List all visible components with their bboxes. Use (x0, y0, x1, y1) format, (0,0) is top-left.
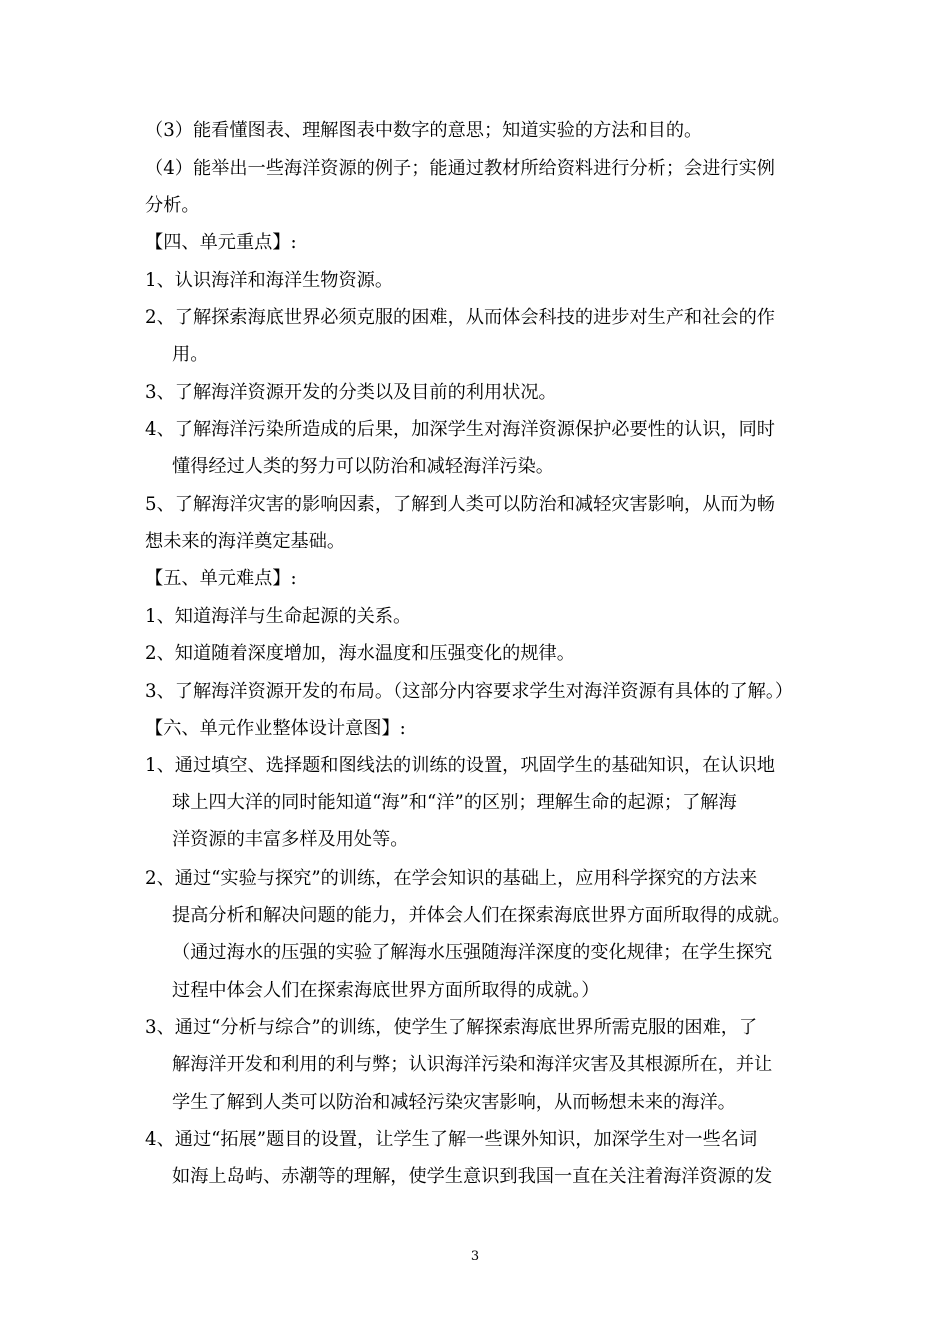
list-item: 3、通过“分析与综合”的训练，使学生了解探索海底世界所需克服的困难，了 (145, 1017, 758, 1038)
list-item: 4、了解海洋污染所造成的后果，加深学生对海洋资源保护必要性的认识，同时 (145, 419, 775, 440)
list-item: 1、认识海洋和海洋生物资源。 (145, 270, 394, 291)
text-line: 学生了解到人类可以防治和减轻污染灾害影响，从而畅想未来的海洋。 (172, 1092, 736, 1113)
text-line: 过程中体会人们在探索海底世界方面所取得的成就。） (172, 980, 600, 1001)
section-heading: 【六、单元作业整体设计意图】: (145, 718, 406, 739)
list-item: 2、通过“实验与探究”的训练，在学会知识的基础上，应用科学探究的方法来 (145, 868, 758, 889)
section-heading: 【四、单元重点】: (145, 232, 297, 253)
list-item: 2、了解探索海底世界必须克服的困难，从而体会科技的进步对生产和社会的作 (145, 307, 775, 328)
page-number: 3 (470, 1249, 480, 1264)
text-line: 球上四大洋的同时能知道“海”和“洋”的区别；理解生命的起源；了解海 (172, 792, 737, 813)
text-line: 解海洋开发和利用的利与弊；认识海洋污染和海洋灾害及其根源所在，并让 (172, 1054, 773, 1075)
list-item: 1、知道海洋与生命起源的关系。 (145, 606, 412, 627)
text-line: 用。 (172, 344, 209, 365)
text-line: 懂得经过人类的努力可以防治和减轻海洋污染。 (172, 456, 554, 477)
list-item: 3、了解海洋资源开发的布局。（这部分内容要求学生对海洋资源有具体的了解。） (145, 681, 794, 702)
text-line: 提高分析和解决问题的能力，并体会人们在探索海底世界方面所取得的成就。 (172, 905, 791, 926)
text-line: 如海上岛屿、赤潮等的理解，使学生意识到我国一直在关注着海洋资源的发 (172, 1166, 773, 1187)
list-item: 3、了解海洋资源开发的分类以及目前的利用状况。 (145, 382, 557, 403)
section-heading: 【五、单元难点】: (145, 568, 297, 589)
text-line: （通过海水的压强的实验了解海水压强随海洋深度的变化规律；在学生探究 (172, 942, 773, 963)
text-line: （3）能看懂图表、理解图表中数字的意思；知道实验的方法和目的。 (145, 120, 703, 141)
list-item: 2、知道随着深度增加，海水温度和压强变化的规律。 (145, 643, 575, 664)
list-item: 1、通过填空、选择题和图线法的训练的设置，巩固学生的基础知识，在认识地 (145, 755, 775, 776)
text-line: 分析。 (145, 195, 200, 216)
list-item: 4、通过“拓展”题目的设置，让学生了解一些课外知识，加深学生对一些名词 (145, 1129, 758, 1150)
text-line: 想未来的海洋奠定基础。 (145, 531, 346, 552)
list-item: 5、了解海洋灾害的影响因素，了解到人类可以防治和减轻灾害影响，从而为畅 (145, 494, 775, 515)
text-line: （4）能举出一些海洋资源的例子；能通过教材所给资料进行分析；会进行实例 (145, 158, 775, 179)
text-line: 洋资源的丰富多样及用处等。 (172, 829, 409, 850)
